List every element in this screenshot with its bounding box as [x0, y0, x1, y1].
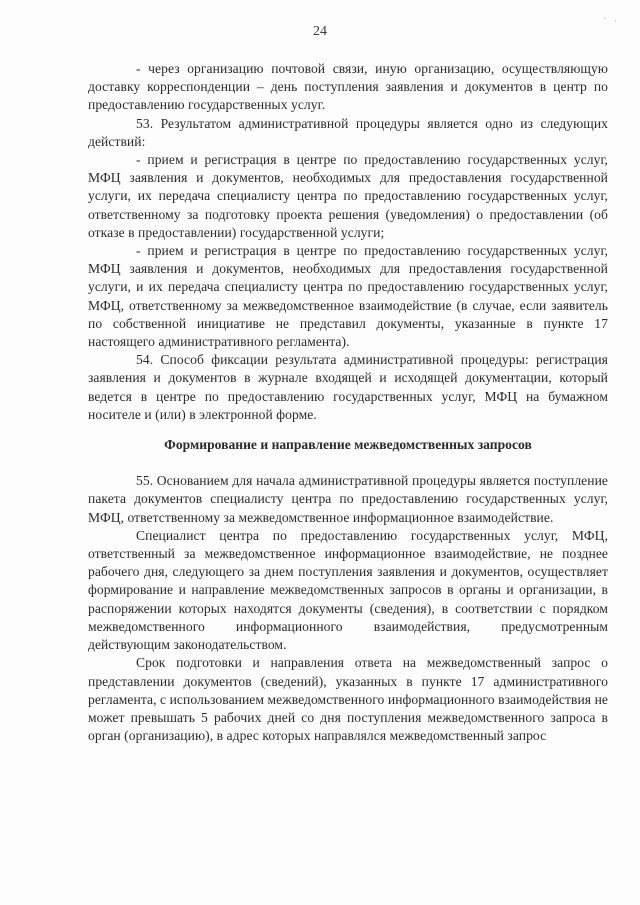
paragraph-response-deadline: Срок подготовки и направления ответа на межведомственный запрос о представлении документов (сведений), указанных в пункте 17 административного регламента, с использованием межведомственного информационного взаимодействия не может превышать 5 рабочих дней со дня поступления межведомственного запроса в орган (организацию), в адрес которых направлялся межведомственный запрос — [88, 655, 608, 744]
document-body — [88, 60, 608, 745]
paragraph-54: 54. Способ фиксации результата административной процедуры: регистрация заявления и документов в журнале входящей и исходящей документации, который ведется в центре по предоставлению государственных услуг, МФЦ на бумажном носителе и (или) в электронной форме. — [88, 352, 608, 422]
scan-corner-mark: ' · — [604, 16, 620, 26]
paragraph-postal-delivery: - через организацию почтовой связи, иную организацию, осуществляющую доставку корреспонденции – день поступления заявления и документов в центр по предоставлению государственных услуг. — [88, 61, 608, 113]
paragraph-53-item-1: - прием и регистрация в центре по предоставлению государственных услуг, МФЦ заявления и документов, необходимых для предоставления государственной услуги, их передача специалисту центра по предоставлению государственных услуг, ответственному за подготовку проекта решения (уведомления) о предоставлении (об отказе в предоставлении) государственной услуги; — [88, 152, 608, 240]
paragraph-55: 55. Основанием для начала административной процедуры является поступление пакета документов специалисту центра по предоставлению государственных услуг, МФЦ, ответственному за межведомственное информационное взаимодействие. — [88, 473, 608, 525]
paragraph-53: 53. Результатом административной процедуры является одно из следующих действий: — [88, 115, 608, 149]
section-heading: Формирование и направление межведомственных запросов — [164, 437, 532, 453]
paragraph-specialist: Специалист центра по предоставлению государственных услуг, МФЦ, ответственный за межведомственное информационное взаимодействие, не позднее рабочего дня, следующего за днем поступления заявления и документов, осуществляет формирование и направление межведомственных запросов в органы и организации, в распоряжении которых находятся документы (сведения), в соответствии с порядком межведомственного информационного взаимодействия, предусмотренным действующим законодательством. — [88, 527, 608, 653]
paragraph-53-item-2: - прием и регистрация в центре по предоставлению государственных услуг, МФЦ заявления и документов, необходимых для предоставления государственной услуги, и их передача специалисту центра по предоставлению государственных услуг, МФЦ, ответственному за межведомственное взаимодействие (в случае, если заявитель по собственной инициативе не представил документы, указанные в пункте 17 настоящего административного регламента). — [88, 243, 608, 350]
page-number: 24 — [313, 24, 327, 39]
